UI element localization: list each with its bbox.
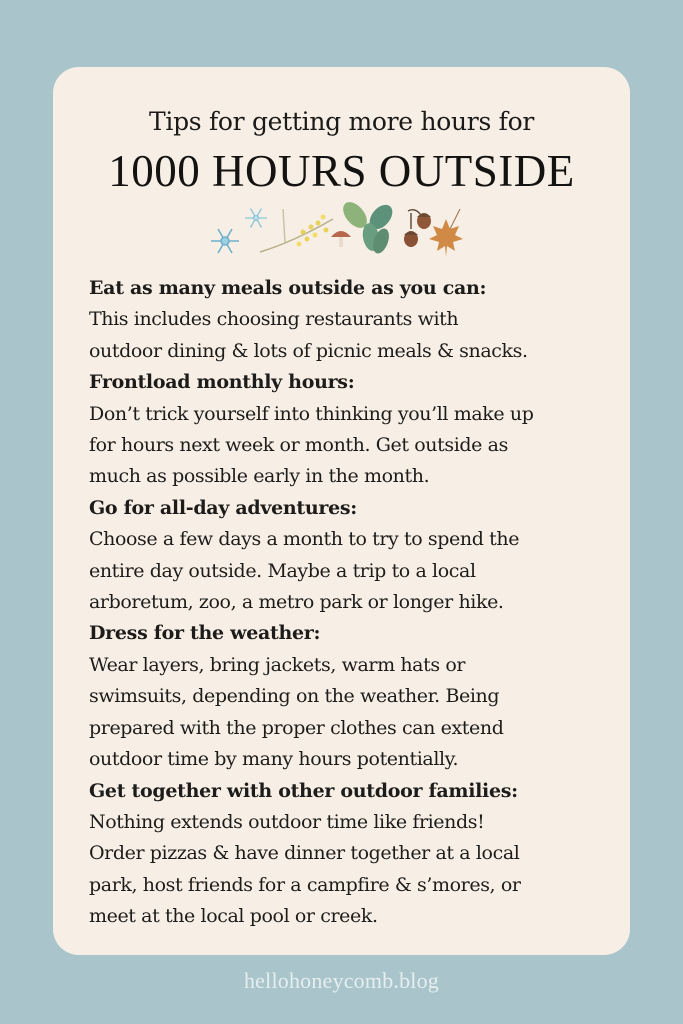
tip-item	[89, 618, 609, 775]
tip-heading: Go for all-day adventures:	[89, 496, 358, 519]
snowflake-icon	[245, 209, 267, 228]
acorns-icon	[404, 210, 431, 247]
tip-item	[89, 493, 609, 619]
tip-line: swimsuits, depending on the weather. Being	[89, 685, 500, 708]
tip-line: prepared with the proper clothes can extend	[89, 716, 504, 739]
subtitle: Tips for getting more hours for	[149, 107, 534, 136]
maple-leaf-icon	[429, 209, 463, 257]
footer-site-url: hellohoneycomb.blog	[243, 968, 440, 993]
tip-line: Order pizzas & have dinner together at a local	[89, 842, 520, 865]
tip-line: outdoor time by many hours potentially.	[89, 748, 459, 771]
tip-line: much as possible early in the month.	[89, 465, 430, 488]
tip-line: entire day outside. Maybe a trip to a local	[89, 559, 476, 582]
tip-line: This includes choosing restaurants with	[89, 308, 459, 331]
page-title: 1000 HOURS OUTSIDE	[108, 146, 575, 196]
mimosa-branch-icon	[260, 209, 333, 252]
tip-item	[89, 273, 609, 367]
tips-card	[53, 67, 630, 955]
snowflake-icon	[211, 229, 239, 253]
tip-line: Don’t trick yourself into thinking you’ll make up	[89, 402, 534, 425]
tip-line: Choose a few days a month to try to spend the	[89, 528, 520, 551]
tip-heading: Get together with other outdoor families:	[89, 779, 518, 802]
tip-heading: Eat as many meals outside as you can:	[89, 277, 487, 299]
botanical-illustrations	[203, 197, 473, 262]
leaves-icon	[338, 198, 396, 256]
tip-heading: Dress for the weather:	[89, 622, 321, 645]
tip-line: for hours next week or month. Get outside as	[89, 434, 508, 457]
tips-list	[89, 273, 609, 933]
tip-line: Wear layers, bring jackets, warm hats or	[89, 653, 466, 676]
tip-line: outdoor dining & lots of picnic meals & snacks.	[89, 339, 528, 362]
tip-heading: Frontload monthly hours:	[89, 371, 355, 394]
tip-line: Nothing extends outdoor time like friends!	[89, 810, 485, 833]
mushroom-icon	[331, 231, 351, 247]
tip-line: park, host friends for a campfire & s’mores, or	[89, 873, 521, 896]
tip-item	[89, 367, 609, 493]
tip-item	[89, 776, 609, 933]
tip-line: meet at the local pool or creek.	[89, 905, 378, 928]
tip-line: arboretum, zoo, a metro park or longer hike.	[89, 591, 504, 614]
